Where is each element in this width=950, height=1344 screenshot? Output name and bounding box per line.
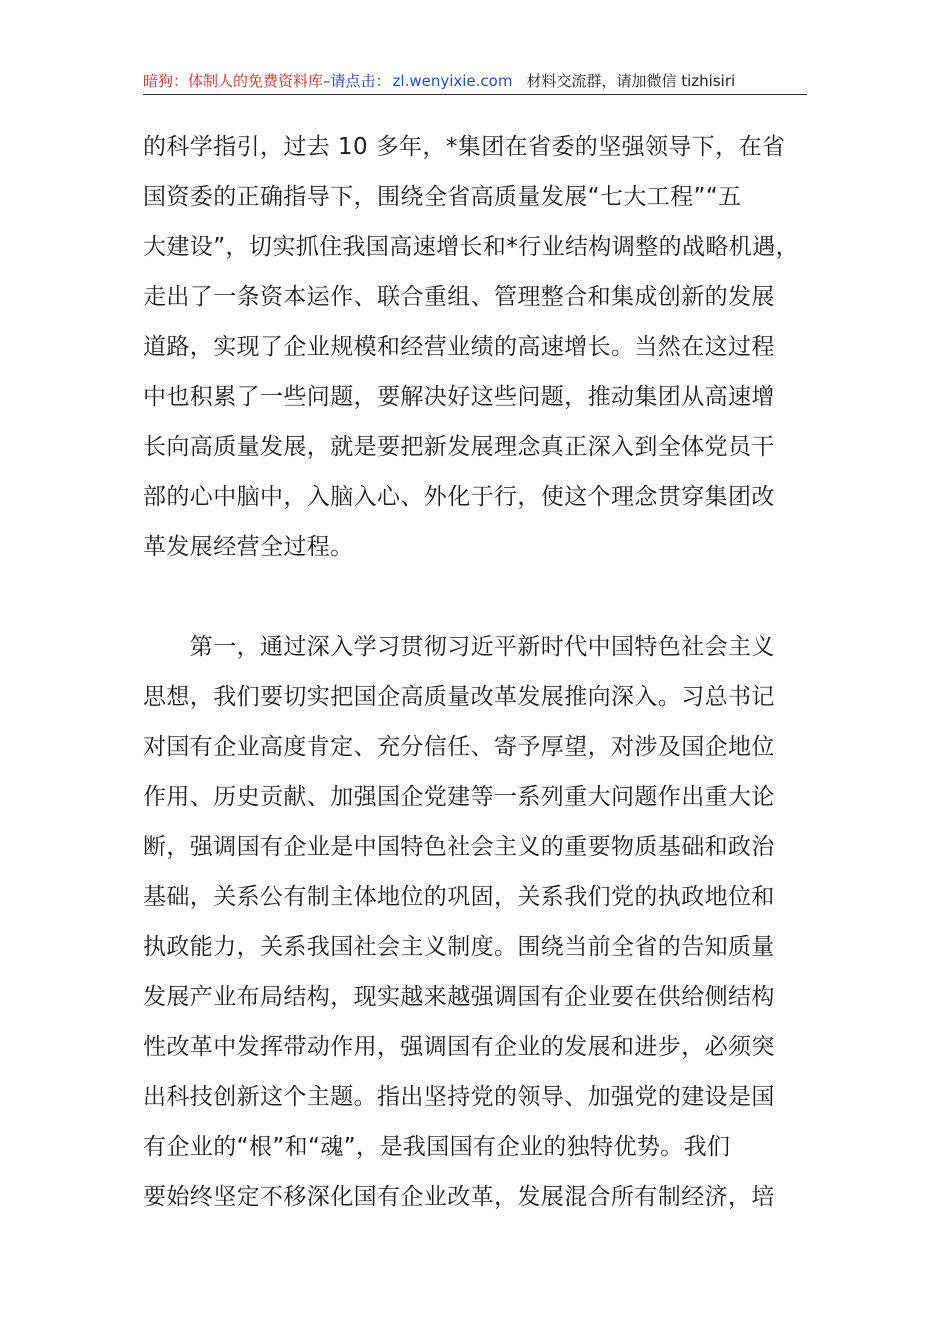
paragraph-line: 作用、历史贡献、加强国企党建等一系列重大问题作出重大论 [143, 784, 775, 810]
paragraph-spacer [143, 572, 811, 622]
paragraph-line: 有企业的“根”和“魂”，是我国国有企业的独特优势。我们 [143, 1134, 731, 1160]
paragraph-line: 的科学指引，过去 10 多年，*集团在省委的坚强领导下，在省 [143, 134, 786, 160]
paragraph-line: 大建设”，切实抓住我国高速增长和*行业结构调整的战略机遇， [143, 234, 800, 260]
paragraph-line: 国资委的正确指导下，围绕全省高质量发展“七大工程”“五 [143, 184, 742, 210]
header-click-label: –请点击： [323, 72, 391, 90]
paragraph-line: 断，强调国有企业是中国特色社会主义的重要物质基础和政治 [143, 834, 775, 860]
paragraph-2 [143, 622, 811, 1222]
document-body [143, 122, 811, 1222]
paragraph-line: 第一，通过深入学习贯彻习近平新时代中国特色社会主义 [143, 634, 775, 660]
paragraph-line: 执政能力，关系我国社会主义制度。围绕当前全省的告知质量 [143, 934, 775, 960]
paragraph-line: 基础，关系公有制主体地位的巩固，关系我们党的执政地位和 [143, 884, 775, 910]
header-link[interactable]: zl.wenyixie.com [392, 72, 513, 90]
header-promo-text: 暗狗：体制人的免费资料库 [143, 72, 324, 90]
page-header [143, 68, 807, 95]
header-group-info: 材料交流群，请加微信 tizhisiri [526, 72, 736, 90]
paragraph-line: 道路，实现了企业规模和经营业绩的高速增长。当然在这过程 [143, 334, 775, 360]
paragraph-line: 发展产业布局结构，现实越来越强调国有企业要在供给侧结构 [143, 984, 775, 1010]
paragraph-line: 对国有企业高度肯定、充分信任、寄予厚望，对涉及国企地位 [143, 734, 775, 760]
paragraph-line: 思想，我们要切实把国企高质量改革发展推向深入。习总书记 [143, 684, 775, 710]
paragraph-line: 部的心中脑中，入脑入心、外化于行，使这个理念贯穿集团改 [143, 484, 775, 510]
paragraph-line: 性改革中发挥带动作用，强调国有企业的发展和进步，必须突 [143, 1034, 775, 1060]
paragraph-line: 走出了一条资本运作、联合重组、管理整合和集成创新的发展 [143, 284, 775, 310]
paragraph-line: 中也积累了一些问题，要解决好这些问题，推动集团从高速增 [143, 384, 775, 410]
paragraph-line: 革发展经营全过程。 [143, 534, 354, 560]
paragraph-line: 出科技创新这个主题。指出坚持党的领导、加强党的建设是国 [143, 1084, 775, 1110]
paragraph-line: 要始终坚定不移深化国有企业改革，发展混合所有制经济，培 [143, 1184, 775, 1210]
paragraph-1 [143, 122, 811, 572]
paragraph-line: 长向高质量发展，就是要把新发展理念真正深入到全体党员干 [143, 434, 775, 460]
